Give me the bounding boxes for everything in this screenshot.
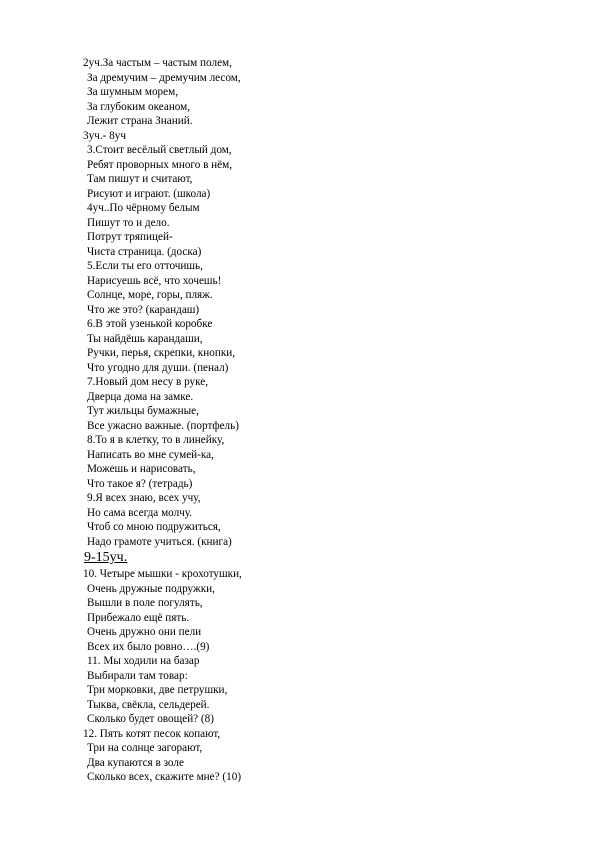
text-line: За дремучим – дремучим лесом, (87, 71, 241, 84)
text-line: Три морковки, две петрушки, (87, 684, 228, 696)
text-line: Лежит страна Знаний. (87, 115, 193, 127)
text-line: 12. Пять котят песок копают, (83, 727, 221, 740)
text-line: Два купаются в золе (87, 756, 184, 769)
text-line: Потрут тряпицей- (87, 231, 173, 243)
text-line: Три на солнце загорают, (87, 742, 203, 754)
text-line: Что же это? (карандаш) (87, 303, 200, 316)
text-line: 11. Мы ходили на базар (87, 655, 200, 667)
text-line: 5.Если ты его отточишь, (87, 260, 203, 272)
text-line: Что угодно для души. (пенал) (87, 361, 229, 374)
text-line: 8.То я в клетку, то в линейку, (87, 434, 225, 446)
text-line: 4уч..По чёрному белым (87, 202, 200, 214)
text-line: 6.В этой узенькой коробке (87, 318, 213, 330)
riddles-block-2 (83, 567, 563, 785)
text-line: Рисуют и играют. (школа) (87, 187, 211, 200)
text-line: Вышли в поле погулять, (87, 597, 203, 609)
text-line: Всех их было ровно….(9) (87, 640, 210, 653)
text-body (83, 56, 563, 785)
text-line: Ручки, перья, скрепки, кнопки, (87, 347, 236, 359)
text-line: 2уч.За частым – частым полем, (83, 57, 232, 69)
text-line: Тут жильцы бумажные, (87, 405, 199, 417)
text-line: 10. Четыре мышки - крохотушки, (83, 568, 242, 580)
text-line: Ты найдёшь карандаши, (87, 332, 203, 345)
text-line: Написать во мне сумей-ка, (87, 448, 214, 461)
text-line: Солнце, море, горы, пляж. (87, 289, 213, 301)
text-line: Сколько всех, скажите мне? (10) (87, 771, 242, 783)
text-line: За глубоким океаном, (87, 100, 191, 113)
text-line: Пишут то и дело. (87, 216, 170, 229)
text-line: Очень дружно они пели (87, 626, 202, 638)
text-line: Дверца дома на замке. (87, 390, 194, 403)
text-line: 7.Новый дом несу в руке, (87, 376, 209, 388)
text-line: Чтоб со мною подружиться, (87, 521, 221, 533)
text-line: Выбирали там товар: (87, 669, 188, 682)
riddles-block-1 (83, 56, 563, 549)
text-line: Там пишут и считают, (87, 173, 193, 185)
text-line: Ребят проворных много в нём, (87, 158, 233, 171)
text-line: Нарисуешь всё, что хочешь! (87, 274, 222, 287)
text-line: Можешь и нарисовать, (87, 463, 196, 475)
text-line: Очень дружные подружки, (87, 582, 215, 595)
text-line: Сколько будет овощей? (8) (87, 713, 214, 725)
text-line: Тыква, свёкла, сельдерей. (87, 698, 210, 711)
text-line: Чиста страница. (доска) (87, 245, 202, 258)
text-line: Но сама всегда молчу. (87, 506, 193, 519)
text-line: 3.Стоит весёлый светлый дом, (87, 144, 232, 156)
text-line: 9.Я всех знаю, всех учу, (87, 492, 201, 504)
text-line: Все ужасно важные. (портфель) (87, 419, 239, 432)
text-line: Что такое я? (тетрадь) (87, 477, 193, 490)
text-line: Надо грамоте учиться. (книга) (87, 535, 232, 548)
text-line: 3уч.- 8уч (83, 129, 126, 142)
text-line: За шумным морем, (87, 86, 178, 98)
text-line: Прибежало ещё пять. (87, 611, 190, 624)
section-heading: 9-15уч. (84, 550, 128, 565)
